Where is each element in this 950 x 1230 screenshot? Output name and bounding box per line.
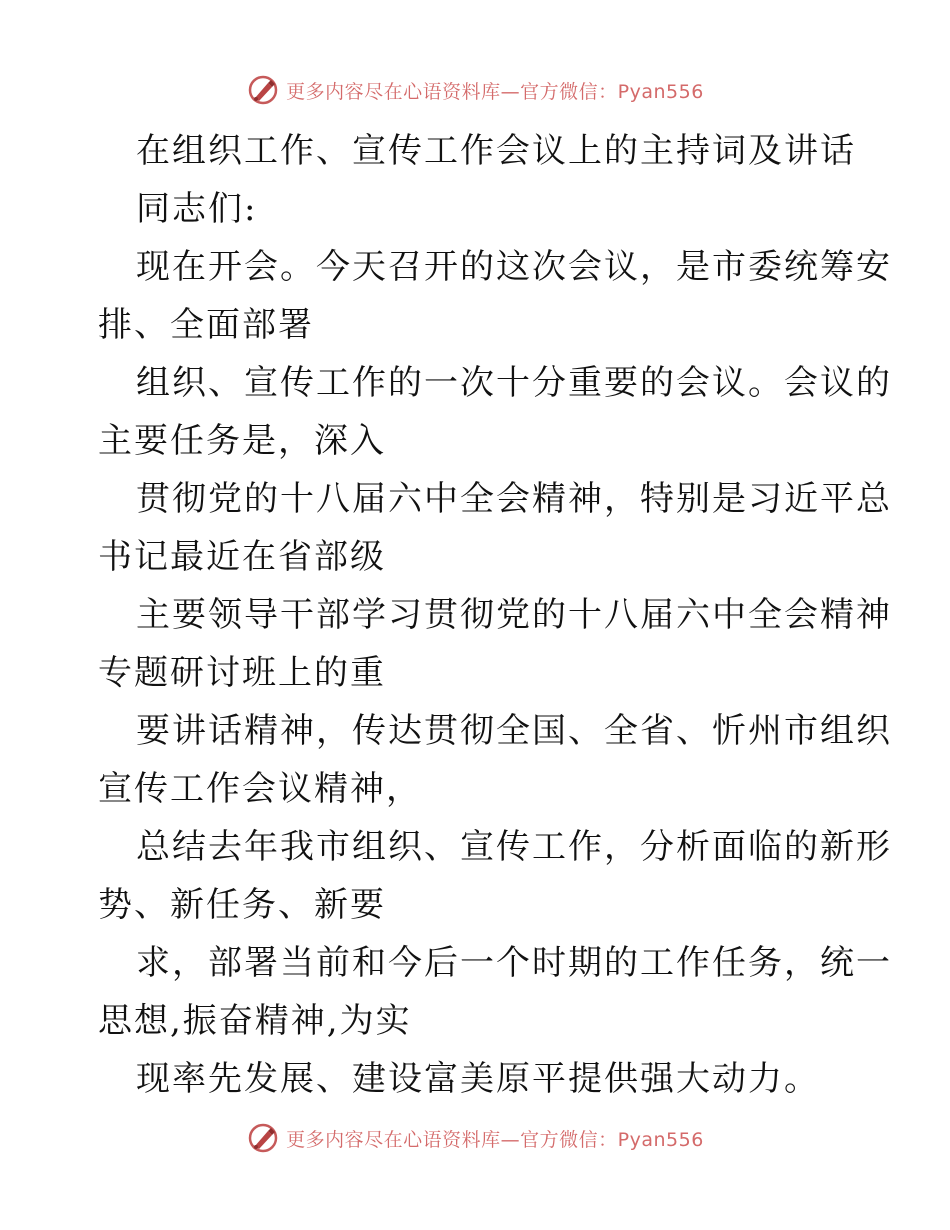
text-line: 主要领导干部学习贯彻党的十八届六中全会精神: [136, 595, 892, 635]
text-line: 思想,振奋精神,为实: [98, 1001, 412, 1041]
pen-logo-icon: [246, 73, 280, 107]
watermark-text: 更多内容尽在心语资料库—官方微信：Pyan556: [286, 1128, 704, 1151]
text-line: 主要任务是，深入: [98, 421, 386, 461]
pen-logo-icon: [246, 1121, 280, 1155]
text-line: 同志们:: [136, 189, 258, 229]
text-line: 组织、宣传工作的一次十分重要的会议。会议的: [136, 363, 892, 403]
text-line: 现在开会。今天召开的这次会议，是市委统筹安: [136, 247, 892, 287]
text-line: 排、全面部署: [98, 305, 314, 345]
text-line: 总结去年我市组织、宣传工作，分析面临的新形: [136, 827, 892, 867]
text-line: 现率先发展、建设富美原平提供强大动力。: [136, 1059, 820, 1099]
watermark-text: 更多内容尽在心语资料库—官方微信：Pyan556: [286, 80, 704, 103]
text-line: 专题研讨班上的重: [98, 653, 386, 693]
document-body: [98, 122, 892, 1108]
text-line: 求，部署当前和今后一个时期的工作任务，统一: [136, 943, 892, 983]
footer-watermark: [0, 1120, 950, 1156]
text-line: 书记最近在省部级: [98, 537, 386, 577]
text-line: 势、新任务、新要: [98, 885, 386, 925]
header-watermark: [0, 72, 950, 108]
text-line: 要讲话精神，传达贯彻全国、全省、忻州市组织: [136, 711, 892, 751]
text-line: 宣传工作会议精神，: [98, 769, 422, 809]
text-line: 在组织工作、宣传工作会议上的主持词及讲话: [136, 131, 856, 171]
text-line: 贯彻党的十八届六中全会精神，特别是习近平总: [136, 479, 892, 519]
